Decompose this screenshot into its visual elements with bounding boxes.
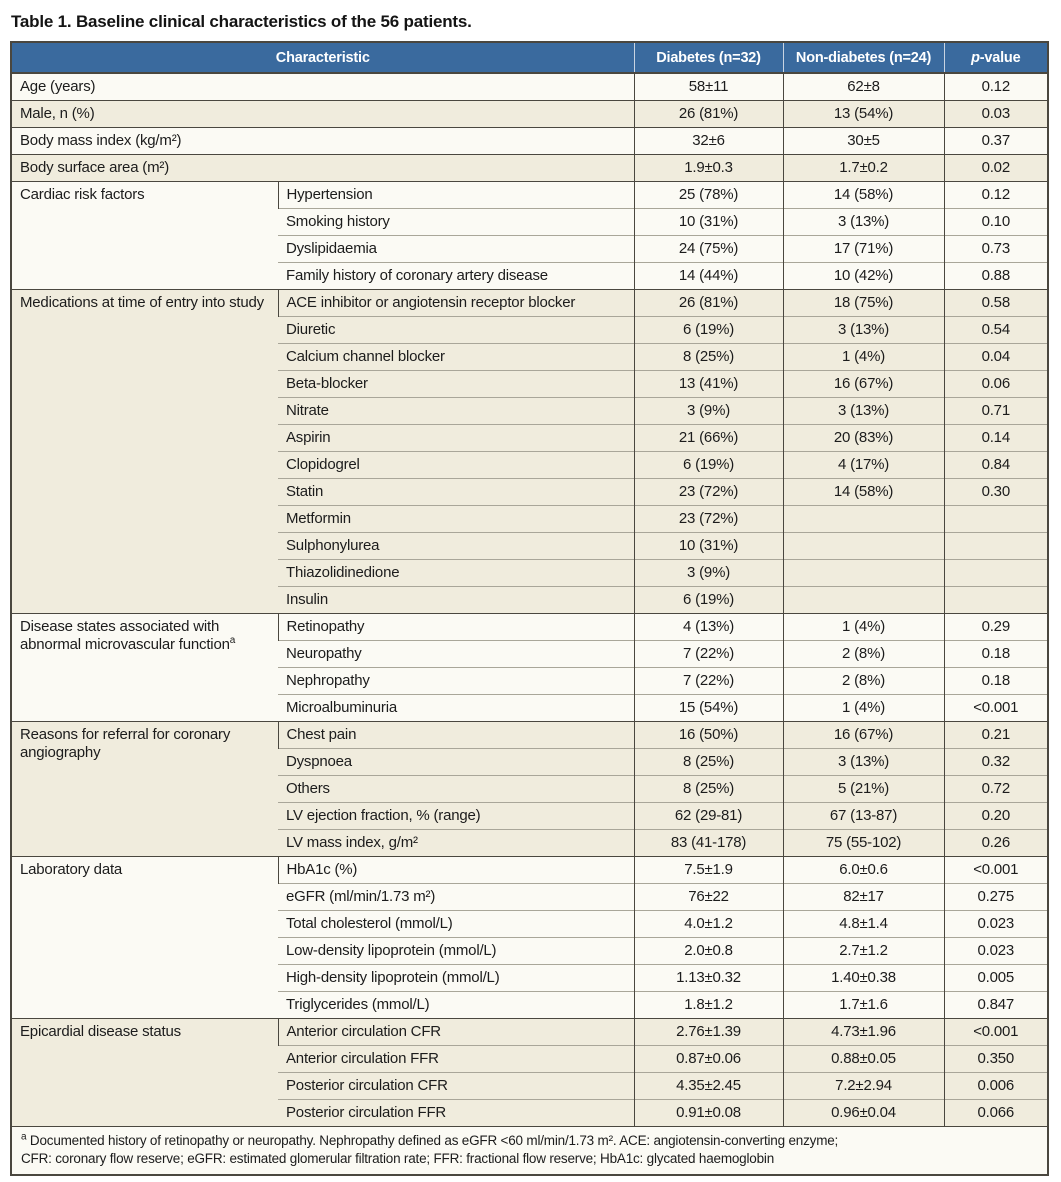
- characteristic-cell: Thiazolidinedione: [278, 559, 634, 586]
- nondiabetes-value-cell: 4 (17%): [783, 451, 944, 478]
- table-row: [11, 613, 1048, 640]
- p-value-cell: 0.54: [944, 316, 1048, 343]
- characteristic-cell: ACE inhibitor or angiotensin receptor blocker: [278, 289, 634, 316]
- nondiabetes-value-cell: 1.7±1.6: [783, 991, 944, 1018]
- p-value-cell: [944, 505, 1048, 532]
- nondiabetes-value-cell: 1 (4%): [783, 613, 944, 640]
- characteristic-group-cell: Epicardial disease status: [11, 1018, 278, 1126]
- diabetes-value-cell: 58±11: [634, 73, 783, 100]
- nondiabetes-value-cell: [783, 559, 944, 586]
- p-value-cell: 0.73: [944, 235, 1048, 262]
- p-value-cell: 0.37: [944, 127, 1048, 154]
- characteristic-cell: Family history of coronary artery disease: [278, 262, 634, 289]
- diabetes-value-cell: 76±22: [634, 883, 783, 910]
- diabetes-value-cell: 14 (44%): [634, 262, 783, 289]
- table-row: [11, 127, 1048, 154]
- nondiabetes-value-cell: 18 (75%): [783, 289, 944, 316]
- characteristic-group-cell: Disease states associated with abnormal microvascular function$^a$: [11, 613, 278, 721]
- diabetes-value-cell: 23 (72%): [634, 505, 783, 532]
- nondiabetes-value-cell: 7.2±2.94: [783, 1072, 944, 1099]
- header-p-value: p-value: [944, 42, 1048, 73]
- diabetes-value-cell: 6 (19%): [634, 316, 783, 343]
- table-footnote: [11, 1126, 1048, 1175]
- nondiabetes-value-cell: 16 (67%): [783, 370, 944, 397]
- header-characteristic: Characteristic: [11, 42, 634, 73]
- p-value-cell: 0.72: [944, 775, 1048, 802]
- nondiabetes-value-cell: 2 (8%): [783, 667, 944, 694]
- diabetes-value-cell: 13 (41%): [634, 370, 783, 397]
- nondiabetes-value-cell: 14 (58%): [783, 181, 944, 208]
- p-value-cell: 0.84: [944, 451, 1048, 478]
- p-value-cell: <0.001: [944, 1018, 1048, 1045]
- characteristic-cell: LV ejection fraction, % (range): [278, 802, 634, 829]
- characteristic-group-cell: Reasons for referral for coronary angiography: [11, 721, 278, 856]
- table-row: [11, 1018, 1048, 1045]
- nondiabetes-value-cell: 10 (42%): [783, 262, 944, 289]
- nondiabetes-value-cell: 3 (13%): [783, 748, 944, 775]
- nondiabetes-value-cell: 62±8: [783, 73, 944, 100]
- p-value-cell: 0.14: [944, 424, 1048, 451]
- p-value-cell: 0.58: [944, 289, 1048, 316]
- characteristic-cell: Dyslipidaemia: [278, 235, 634, 262]
- characteristic-group-cell: Male, n (%): [11, 100, 634, 127]
- p-value-cell: 0.350: [944, 1045, 1048, 1072]
- p-value-cell: 0.847: [944, 991, 1048, 1018]
- baseline-characteristics-table: [10, 41, 1049, 1176]
- diabetes-value-cell: 7 (22%): [634, 667, 783, 694]
- diabetes-value-cell: 23 (72%): [634, 478, 783, 505]
- table-row: [11, 856, 1048, 883]
- nondiabetes-value-cell: 67 (13-87): [783, 802, 944, 829]
- nondiabetes-value-cell: 2.7±1.2: [783, 937, 944, 964]
- characteristic-cell: Neuropathy: [278, 640, 634, 667]
- characteristic-cell: Dyspnoea: [278, 748, 634, 775]
- diabetes-value-cell: 1.9±0.3: [634, 154, 783, 181]
- nondiabetes-value-cell: 13 (54%): [783, 100, 944, 127]
- diabetes-value-cell: 3 (9%): [634, 397, 783, 424]
- characteristic-cell: Smoking history: [278, 208, 634, 235]
- p-value-cell: <0.001: [944, 694, 1048, 721]
- characteristic-group-cell: Age (years): [11, 73, 634, 100]
- characteristic-cell: Hypertension: [278, 181, 634, 208]
- diabetes-value-cell: 8 (25%): [634, 343, 783, 370]
- nondiabetes-value-cell: 3 (13%): [783, 397, 944, 424]
- p-value-cell: 0.88: [944, 262, 1048, 289]
- diabetes-value-cell: 7 (22%): [634, 640, 783, 667]
- diabetes-value-cell: 3 (9%): [634, 559, 783, 586]
- diabetes-value-cell: 8 (25%): [634, 775, 783, 802]
- characteristic-cell: Anterior circulation CFR: [278, 1018, 634, 1045]
- characteristic-cell: Triglycerides (mmol/L): [278, 991, 634, 1018]
- p-value-cell: 0.29: [944, 613, 1048, 640]
- p-value-cell: 0.02: [944, 154, 1048, 181]
- diabetes-value-cell: 0.91±0.08: [634, 1099, 783, 1126]
- footnote-line-1: $^a$ Documented history of retinopathy or neuropathy. Nephropathy defined as eGFR <60 ml/min/1.73 m². ACE: angiotensin-converting enzyme;: [21, 1131, 839, 1148]
- characteristic-group-cell: Cardiac risk factors: [11, 181, 278, 289]
- p-value-cell: 0.275: [944, 883, 1048, 910]
- diabetes-value-cell: 32±6: [634, 127, 783, 154]
- diabetes-value-cell: 1.13±0.32: [634, 964, 783, 991]
- characteristic-cell: Aspirin: [278, 424, 634, 451]
- p-value-cell: 0.10: [944, 208, 1048, 235]
- nondiabetes-value-cell: 0.88±0.05: [783, 1045, 944, 1072]
- p-value-cell: [944, 559, 1048, 586]
- p-value-cell: 0.18: [944, 640, 1048, 667]
- p-value-cell: 0.32: [944, 748, 1048, 775]
- characteristic-cell: Microalbuminuria: [278, 694, 634, 721]
- diabetes-value-cell: 2.76±1.39: [634, 1018, 783, 1045]
- table-row: [11, 73, 1048, 100]
- characteristic-cell: LV mass index, g/m²: [278, 829, 634, 856]
- characteristic-cell: Nephropathy: [278, 667, 634, 694]
- p-value-cell: 0.26: [944, 829, 1048, 856]
- characteristic-cell: Calcium channel blocker: [278, 343, 634, 370]
- p-value-cell: 0.04: [944, 343, 1048, 370]
- nondiabetes-value-cell: 1 (4%): [783, 343, 944, 370]
- characteristic-cell: Low-density lipoprotein (mmol/L): [278, 937, 634, 964]
- nondiabetes-value-cell: 1.7±0.2: [783, 154, 944, 181]
- header-nondiabetes: Non-diabetes (n=24): [783, 42, 944, 73]
- characteristic-cell: Nitrate: [278, 397, 634, 424]
- p-value-cell: 0.06: [944, 370, 1048, 397]
- p-value-cell: 0.30: [944, 478, 1048, 505]
- p-value-cell: 0.21: [944, 721, 1048, 748]
- characteristic-group-cell: Body surface area (m²): [11, 154, 634, 181]
- p-value-cell: 0.18: [944, 667, 1048, 694]
- p-value-cell: 0.023: [944, 937, 1048, 964]
- table-row: [11, 100, 1048, 127]
- diabetes-value-cell: 24 (75%): [634, 235, 783, 262]
- nondiabetes-value-cell: 14 (58%): [783, 478, 944, 505]
- nondiabetes-value-cell: 3 (13%): [783, 316, 944, 343]
- diabetes-value-cell: 10 (31%): [634, 208, 783, 235]
- nondiabetes-value-cell: 3 (13%): [783, 208, 944, 235]
- nondiabetes-value-cell: 1.40±0.38: [783, 964, 944, 991]
- p-value-cell: 0.066: [944, 1099, 1048, 1126]
- diabetes-value-cell: 26 (81%): [634, 289, 783, 316]
- p-value-cell: 0.12: [944, 181, 1048, 208]
- characteristic-cell: Retinopathy: [278, 613, 634, 640]
- nondiabetes-value-cell: 17 (71%): [783, 235, 944, 262]
- nondiabetes-value-cell: [783, 586, 944, 613]
- table-row: [11, 181, 1048, 208]
- diabetes-value-cell: 2.0±0.8: [634, 937, 783, 964]
- nondiabetes-value-cell: 82±17: [783, 883, 944, 910]
- diabetes-value-cell: 6 (19%): [634, 451, 783, 478]
- nondiabetes-value-cell: 4.8±1.4: [783, 910, 944, 937]
- diabetes-value-cell: 16 (50%): [634, 721, 783, 748]
- diabetes-value-cell: 4.0±1.2: [634, 910, 783, 937]
- table-row: [11, 721, 1048, 748]
- diabetes-value-cell: 7.5±1.9: [634, 856, 783, 883]
- characteristic-cell: Others: [278, 775, 634, 802]
- diabetes-value-cell: 15 (54%): [634, 694, 783, 721]
- p-value-cell: 0.005: [944, 964, 1048, 991]
- characteristic-group-cell: Laboratory data: [11, 856, 278, 1018]
- diabetes-value-cell: 26 (81%): [634, 100, 783, 127]
- nondiabetes-value-cell: 16 (67%): [783, 721, 944, 748]
- p-value-cell: [944, 586, 1048, 613]
- diabetes-value-cell: 21 (66%): [634, 424, 783, 451]
- characteristic-cell: Statin: [278, 478, 634, 505]
- p-value-cell: 0.006: [944, 1072, 1048, 1099]
- characteristic-cell: Metformin: [278, 505, 634, 532]
- characteristic-group-cell: Body mass index (kg/m²): [11, 127, 634, 154]
- characteristic-cell: Posterior circulation CFR: [278, 1072, 634, 1099]
- p-value-cell: 0.12: [944, 73, 1048, 100]
- diabetes-value-cell: 83 (41-178): [634, 829, 783, 856]
- characteristic-cell: Chest pain: [278, 721, 634, 748]
- characteristic-group-cell: Medications at time of entry into study: [11, 289, 278, 613]
- p-value-cell: [944, 532, 1048, 559]
- diabetes-value-cell: 6 (19%): [634, 586, 783, 613]
- header-diabetes: Diabetes (n=32): [634, 42, 783, 73]
- characteristic-cell: Beta-blocker: [278, 370, 634, 397]
- characteristic-cell: eGFR (ml/min/1.73 m²): [278, 883, 634, 910]
- nondiabetes-value-cell: 30±5: [783, 127, 944, 154]
- nondiabetes-value-cell: 20 (83%): [783, 424, 944, 451]
- diabetes-value-cell: 25 (78%): [634, 181, 783, 208]
- characteristic-cell: Posterior circulation FFR: [278, 1099, 634, 1126]
- characteristic-cell: Insulin: [278, 586, 634, 613]
- nondiabetes-value-cell: 4.73±1.96: [783, 1018, 944, 1045]
- p-value-cell: 0.71: [944, 397, 1048, 424]
- characteristic-cell: HbA1c (%): [278, 856, 634, 883]
- diabetes-value-cell: 10 (31%): [634, 532, 783, 559]
- header-row: [11, 42, 1048, 73]
- table-title: Table 1. Baseline clinical characteristics of the 56 patients.: [11, 12, 472, 31]
- nondiabetes-value-cell: 1 (4%): [783, 694, 944, 721]
- footnote-line-2: CFR: coronary flow reserve; eGFR: estimated glomerular filtration rate; FFR: fractional flow reserve; HbA1c: glycated haemoglobin: [21, 1150, 775, 1166]
- nondiabetes-value-cell: [783, 532, 944, 559]
- diabetes-value-cell: 4.35±2.45: [634, 1072, 783, 1099]
- nondiabetes-value-cell: 6.0±0.6: [783, 856, 944, 883]
- nondiabetes-value-cell: 0.96±0.04: [783, 1099, 944, 1126]
- table-row: [11, 289, 1048, 316]
- diabetes-value-cell: 62 (29-81): [634, 802, 783, 829]
- p-value-cell: 0.023: [944, 910, 1048, 937]
- characteristic-cell: Diuretic: [278, 316, 634, 343]
- p-value-cell: 0.03: [944, 100, 1048, 127]
- table-row: [11, 154, 1048, 181]
- nondiabetes-value-cell: [783, 505, 944, 532]
- characteristic-cell: Anterior circulation FFR: [278, 1045, 634, 1072]
- footnote-row: [11, 1126, 1048, 1175]
- diabetes-value-cell: 1.8±1.2: [634, 991, 783, 1018]
- nondiabetes-value-cell: 2 (8%): [783, 640, 944, 667]
- nondiabetes-value-cell: 5 (21%): [783, 775, 944, 802]
- diabetes-value-cell: 0.87±0.06: [634, 1045, 783, 1072]
- p-value-cell: <0.001: [944, 856, 1048, 883]
- nondiabetes-value-cell: 75 (55-102): [783, 829, 944, 856]
- characteristic-cell: Clopidogrel: [278, 451, 634, 478]
- characteristic-cell: Sulphonylurea: [278, 532, 634, 559]
- characteristic-cell: High-density lipoprotein (mmol/L): [278, 964, 634, 991]
- diabetes-value-cell: 8 (25%): [634, 748, 783, 775]
- characteristic-cell: Total cholesterol (mmol/L): [278, 910, 634, 937]
- p-value-cell: 0.20: [944, 802, 1048, 829]
- diabetes-value-cell: 4 (13%): [634, 613, 783, 640]
